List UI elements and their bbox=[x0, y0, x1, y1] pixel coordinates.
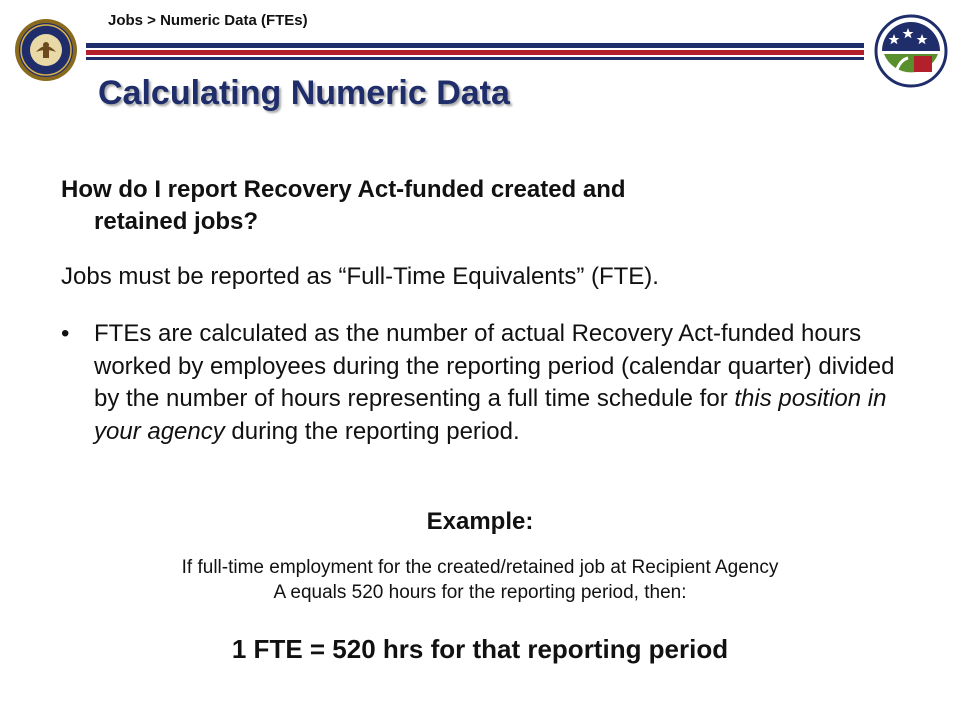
bullet-text-before: FTEs are calculated as the number of actual Recovery Act-funded hours worked by employees during the reporting period (calendar quarter) divided by the number of hours representing a full time schedule for bbox=[94, 320, 895, 412]
recovery-gov-logo-icon bbox=[874, 14, 948, 88]
example-formula: 1 FTE = 520 hrs for that reporting period bbox=[231, 634, 729, 664]
bullet-marker: • bbox=[61, 320, 70, 347]
question-line-2: retained jobs? bbox=[94, 208, 259, 235]
bullet-text-after: during the reporting period. bbox=[224, 417, 520, 445]
page-title: Calculating Numeric Data bbox=[98, 74, 510, 112]
fte-statement: Jobs must be reported as “Full-Time Equivalents” (FTE). bbox=[61, 263, 659, 290]
bullet-text-italic: this position in your agency bbox=[94, 385, 887, 445]
doj-seal-icon bbox=[14, 18, 78, 82]
question-heading bbox=[61, 174, 861, 238]
example-line-2: A equals 520 hours for the reporting period, then: bbox=[273, 582, 687, 603]
header-rule-navy-bottom bbox=[86, 57, 864, 60]
header-rule-navy-top bbox=[86, 43, 864, 48]
example-text bbox=[40, 555, 920, 605]
bullet-text bbox=[94, 318, 914, 448]
breadcrumb: Jobs > Numeric Data (FTEs) bbox=[108, 12, 308, 29]
example-heading: Example: bbox=[426, 508, 534, 535]
question-line-1: How do I report Recovery Act-funded created and bbox=[61, 176, 626, 203]
header-rule-red bbox=[86, 50, 864, 55]
example-line-1: If full-time employment for the created/retained job at Recipient Agency bbox=[181, 557, 779, 578]
